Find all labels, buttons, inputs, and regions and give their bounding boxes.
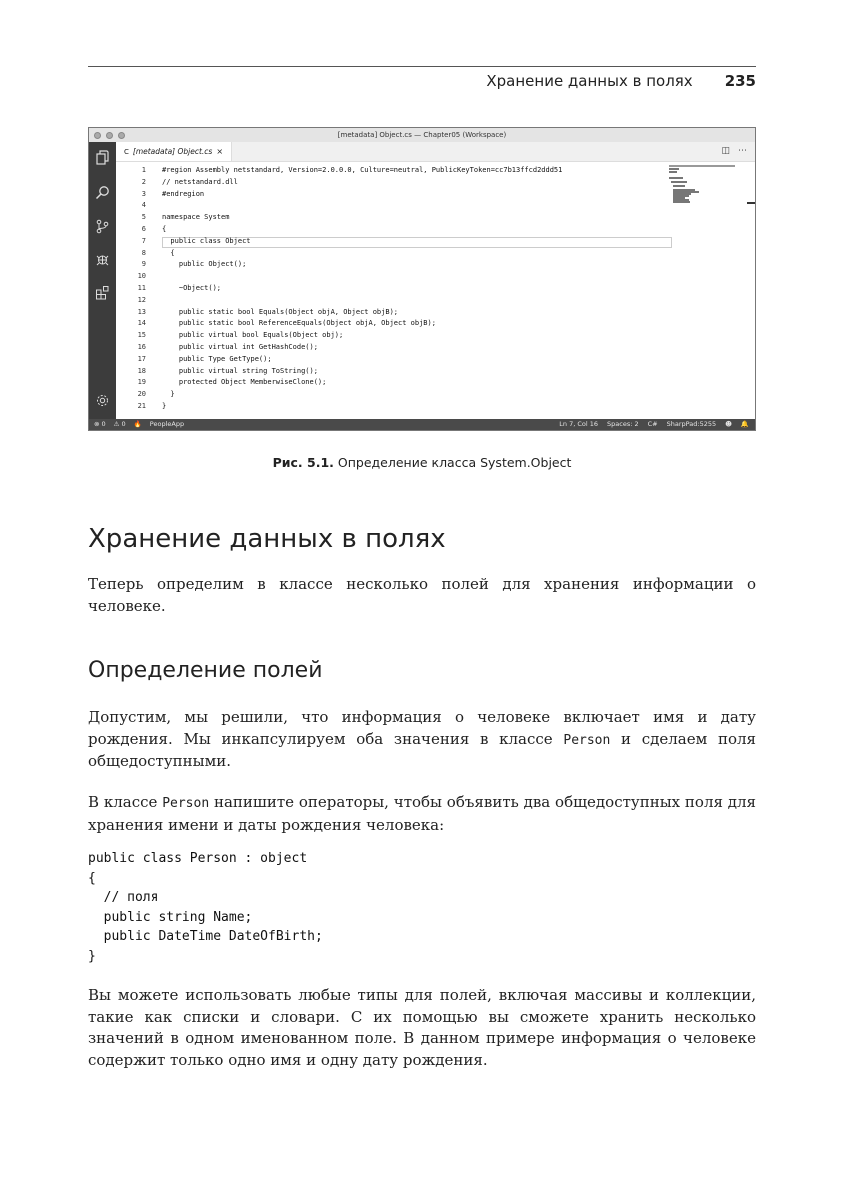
line-number: 1 (141, 166, 146, 174)
language-mode[interactable]: C# (647, 420, 658, 428)
code-line (116, 212, 229, 224)
errors-count[interactable]: ⊗ 0 (94, 420, 106, 428)
p1-text-a: Допустим, мы решили, что информация о человеке включает имя и дату рождения. Мы инкапсулируем оба значения в классе (88, 708, 756, 748)
code-line (116, 342, 318, 354)
debug-icon[interactable] (95, 252, 110, 267)
line-number: 10 (137, 272, 146, 281)
code-text: { (162, 248, 175, 257)
code-line (116, 366, 318, 378)
line-number: 16 (137, 343, 146, 351)
line-number: 8 (141, 248, 146, 257)
paragraph-3: Вы можете использовать любые типы для полей, включая массивы и коллекции, такие как списки и словари. С их помощью вы сможете хранить несколько значений в одном именованном поле. В данном примере информация о человеке содержит только одно имя и одну дату рождения. (88, 986, 756, 1069)
code-text: #region Assembly netstandard, Version=2.0.0.0, Culture=neutral, PublicKeyToken=cc7b13ffcd2ddd51 (162, 166, 563, 174)
header-rule (88, 66, 756, 67)
notifications-bell-icon[interactable]: 🔔 (740, 420, 749, 428)
project-name[interactable]: PeopleApp (149, 420, 185, 428)
section-intro: Теперь определим в классе несколько полей для хранения информации о человеке. (88, 575, 756, 615)
tab-close-icon[interactable]: × (216, 147, 224, 156)
code-text: protected Object MemberwiseClone(); (162, 378, 327, 387)
code-text: namespace System (162, 213, 230, 222)
split-editor-icon[interactable]: ◫ (721, 146, 730, 156)
scrollbar-marker[interactable] (747, 202, 755, 204)
code-line (116, 271, 162, 283)
code-text: public virtual string ToString(); (162, 366, 318, 375)
code-line (116, 283, 221, 295)
code-line (116, 236, 251, 248)
code-line (116, 401, 166, 413)
code-text: public class Object (162, 236, 251, 245)
line-number: 19 (137, 378, 146, 387)
section-title: Хранение данных в полях (88, 524, 446, 554)
tab-actions (721, 146, 747, 156)
code-line (116, 377, 326, 389)
code-line (116, 189, 204, 201)
tab-object-cs[interactable] (116, 142, 232, 161)
code-line (116, 354, 272, 366)
line-number: 6 (141, 225, 146, 233)
code-line (116, 165, 562, 177)
line-number: 4 (141, 201, 146, 210)
warnings-count[interactable]: ⚠ 0 (113, 420, 126, 428)
p2-code-person: Person (162, 796, 210, 811)
code-line (116, 307, 398, 319)
running-head (486, 72, 756, 90)
extensions-icon[interactable] (95, 285, 110, 300)
search-icon[interactable] (95, 185, 110, 200)
cursor-position[interactable]: Ln 7, Col 16 (559, 420, 599, 428)
status-bar (89, 419, 755, 430)
ide-screenshot (88, 127, 756, 431)
code-line (116, 389, 175, 401)
figure-caption (88, 455, 756, 470)
code-line (116, 177, 238, 189)
activity-bar (89, 142, 116, 419)
line-number: 5 (141, 213, 146, 222)
code-text: #endregion (162, 189, 205, 198)
code-line (116, 200, 162, 212)
code-text: // netstandard.dll (162, 177, 238, 186)
code-text: ~Object(); (162, 284, 222, 292)
source-control-icon[interactable] (95, 219, 110, 234)
p1-code-person: Person (563, 732, 611, 748)
flame-icon[interactable]: 🔥 (133, 420, 142, 428)
code-block-person: public class Person : object { // поля public string Name; public DateTime DateOfBirth; } (88, 851, 323, 964)
more-actions-icon[interactable]: ⋯ (738, 146, 747, 156)
code-line (116, 295, 162, 307)
csharp-file-icon: C (124, 147, 129, 156)
p1-text-b: и сделаем поля общедоступными. (88, 729, 756, 770)
paragraph-1 (88, 707, 756, 773)
page-number: 235 (724, 72, 756, 90)
feedback-face-icon[interactable]: ☻ (725, 420, 732, 428)
subsection-title: Определение полей (88, 658, 323, 683)
line-number: 21 (137, 402, 146, 410)
line-number: 17 (137, 354, 146, 363)
line-number: 18 (137, 366, 146, 375)
line-number: 12 (137, 295, 146, 304)
line-number: 2 (141, 177, 146, 186)
code-editor[interactable] (116, 162, 755, 419)
code-text: public Object(); (162, 260, 247, 269)
paragraph-2 (88, 792, 756, 836)
p2-text-b: напишите операторы, чтобы объявить два общедоступных поля для хранения имени и даты рождения человека: (88, 793, 757, 834)
code-text: public Type GetType(); (162, 354, 272, 363)
code-text: public static bool ReferenceEquals(Object objA, Object objB); (162, 319, 436, 328)
explorer-icon[interactable] (95, 150, 110, 165)
line-number: 3 (141, 189, 146, 198)
code-text: public virtual int GetHashCode(); (162, 343, 318, 351)
code-text: public static bool Equals(Object objA, Object objB); (162, 307, 399, 316)
code-text: public virtual bool Equals(Object obj); (162, 331, 344, 340)
window-titlebar (89, 128, 755, 143)
caption-text: Определение класса System.Object (337, 455, 572, 470)
code-text: } (162, 390, 175, 399)
line-number: 20 (137, 390, 146, 399)
line-number: 14 (137, 319, 146, 328)
window-title: [metadata] Object.cs — Chapter05 (Workspace) (337, 131, 507, 139)
running-title: Хранение данных в полях (486, 72, 693, 90)
code-line (116, 330, 343, 342)
editor-tabbar (116, 142, 755, 162)
p2-text-a: В классе (88, 793, 163, 811)
line-number: 13 (137, 307, 146, 316)
line-number: 7 (141, 236, 146, 245)
code-text: } (162, 402, 167, 410)
line-number: 11 (137, 284, 146, 292)
settings-gear-icon[interactable] (95, 393, 110, 408)
code-line (116, 259, 246, 271)
caption-label: Рис. 5.1. (272, 455, 334, 470)
code-line (116, 248, 175, 260)
indentation[interactable]: Spaces: 2 (607, 420, 639, 428)
minimap[interactable] (669, 165, 735, 209)
line-number: 15 (137, 331, 146, 340)
code-line (116, 318, 436, 330)
omnisharp-status[interactable]: SharpPad:5255 (666, 420, 717, 428)
code-line (116, 224, 166, 236)
tab-label: [metadata] Object.cs (132, 147, 213, 156)
code-text: { (162, 225, 167, 233)
line-number: 9 (141, 260, 146, 269)
